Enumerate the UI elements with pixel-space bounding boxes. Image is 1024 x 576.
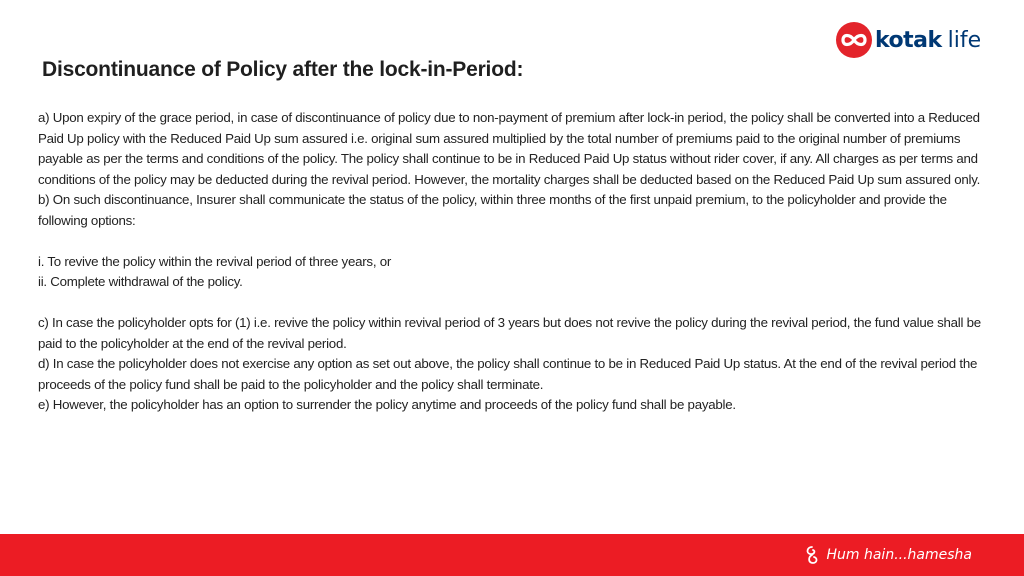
paragraph-b: b) On such discontinuance, Insurer shall communicate the status of the policy, within three months of the first unpaid premium, to the policyholder and provide the following options: bbox=[38, 192, 947, 228]
option-ii: ii. Complete withdrawal of the policy. bbox=[38, 274, 243, 289]
footer-bar bbox=[0, 534, 1024, 576]
paragraph-spacer bbox=[38, 293, 988, 314]
paragraph-c: c) In case the policyholder opts for (1) i.e. revive the policy within revival period of 3 years but does not revive the policy during the revival period, the fund value shall be paid to the policyholder at the end of the revival period. bbox=[38, 315, 981, 351]
footer-tagline bbox=[804, 545, 972, 565]
paragraph-spacer bbox=[38, 231, 988, 252]
policy-body-text bbox=[38, 108, 988, 416]
paragraph-d: d) In case the policyholder does not exercise any option as set out above, the policy shall continue to be in Reduced Paid Up status. At the end of the revival period the proceeds of the policy fund shall be paid to the policyholder and the policy shall terminate. bbox=[38, 356, 978, 392]
kotak-life-logo bbox=[836, 22, 981, 58]
option-i: i. To revive the policy within the revival period of three years, or bbox=[38, 253, 392, 269]
brand-suffix: life bbox=[947, 27, 982, 53]
tagline-text: Hum hain...hamesha bbox=[826, 547, 972, 563]
kotak-swirl-icon bbox=[804, 545, 820, 565]
page-title: Discontinuance of Policy after the lock-in-Period: bbox=[42, 58, 524, 81]
kotak-infinity-icon bbox=[836, 22, 872, 58]
paragraph-a: a) Upon expiry of the grace period, in case of discontinuance of policy due to non-payment of premium after lock-in period, the policy shall be converted into a Reduced Paid Up policy with the Reduced Paid Up sum assured i.e. original sum assured multiplied by the total number of premiums paid to the original number of premiums payable as per the terms and conditions of the policy. The policy shall continue to be in Reduced Paid Up status without rider cover, if any. All charges as per terms and conditions of the policy may be deducted during the revival period. However, the mortality charges shall be deducted based on the Reduced Paid Up sum assured only. bbox=[38, 110, 981, 187]
brand-name: kotak bbox=[875, 27, 942, 53]
paragraph-e: e) However, the policyholder has an option to surrender the policy anytime and proceeds of the policy fund shall be payable. bbox=[38, 397, 736, 412]
